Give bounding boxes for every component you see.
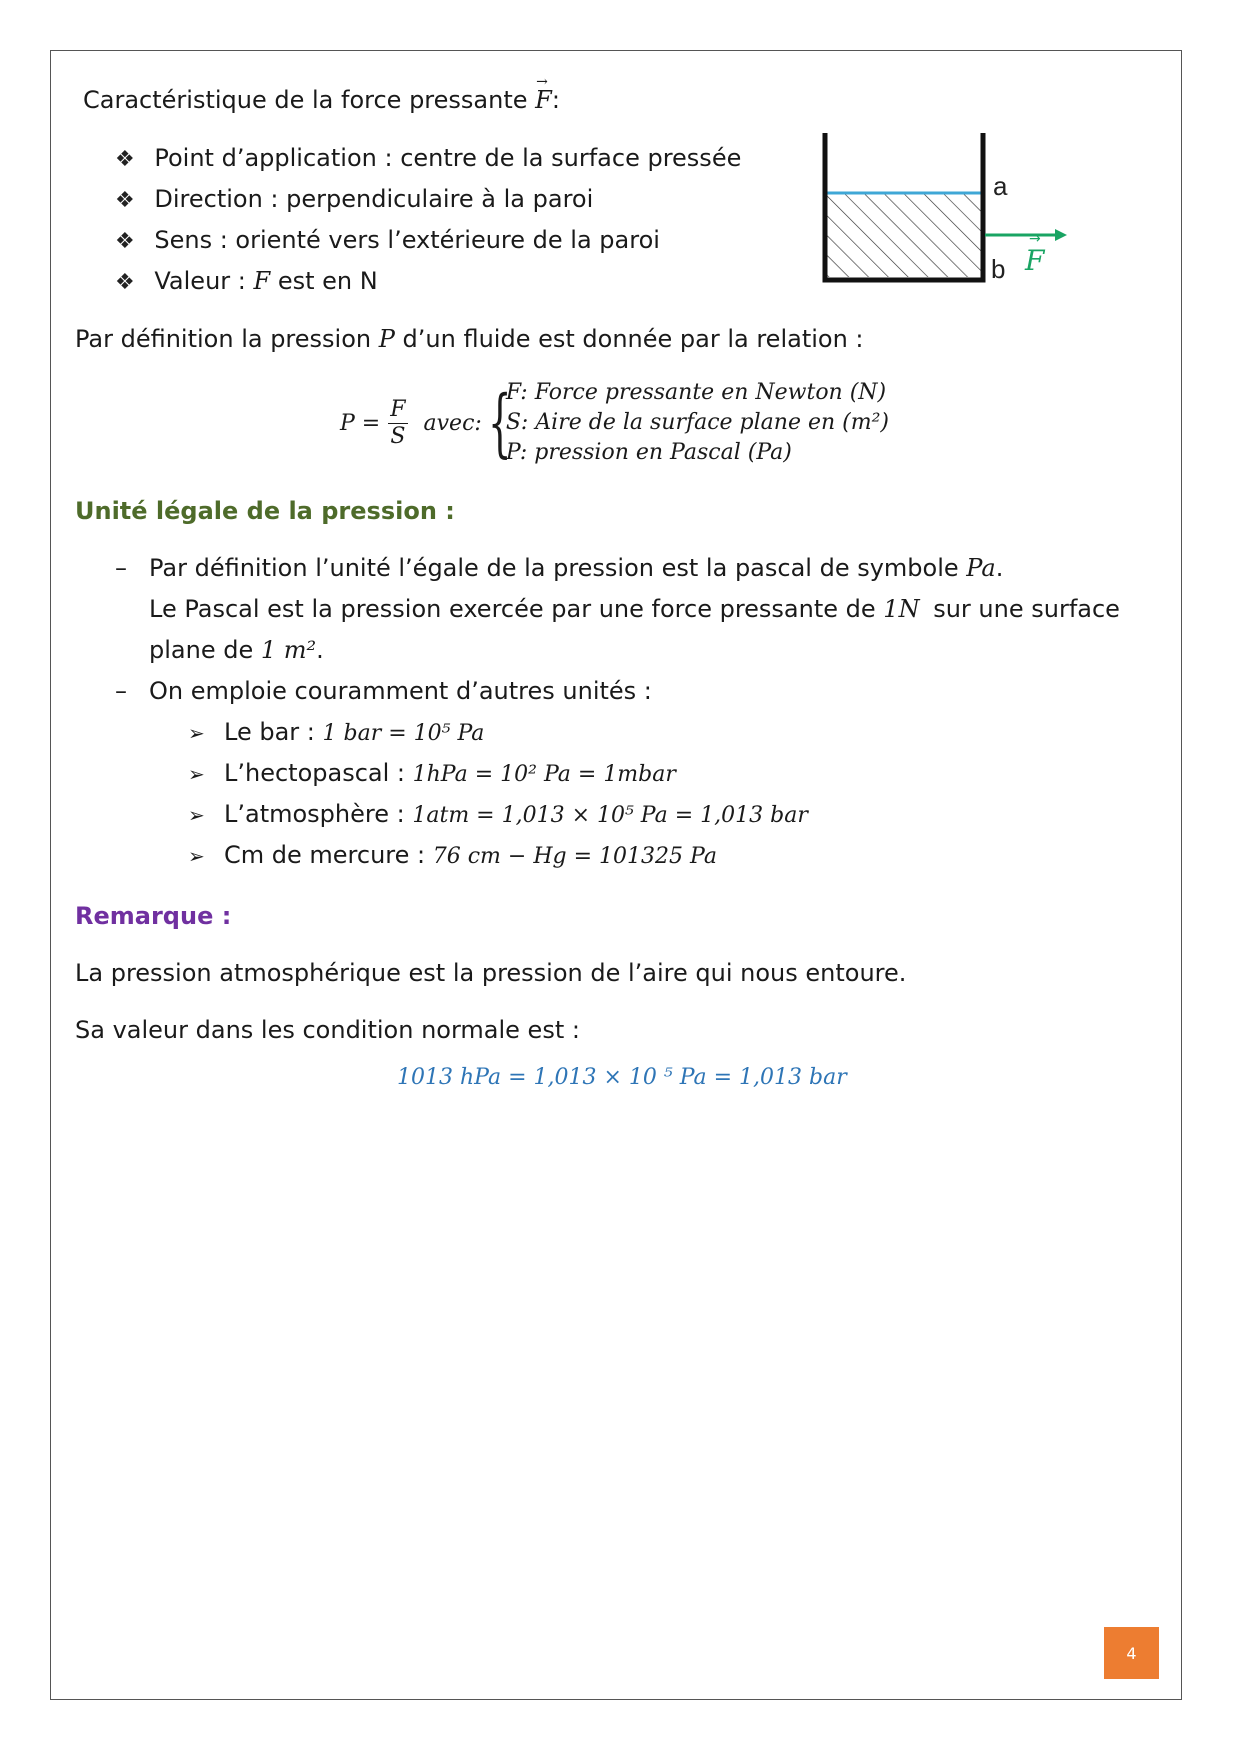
force-arrow-head-icon: [1055, 229, 1067, 241]
other-unit-item: [188, 718, 484, 746]
unit-item: [115, 554, 1003, 582]
characteristic-item: [115, 226, 660, 254]
formula-terms: [506, 378, 889, 468]
formula-term: F: Force pressante en Newton (N): [505, 380, 887, 405]
unit-text: sur une surface: [933, 595, 1120, 623]
remark-heading: Remarque :: [75, 902, 232, 930]
unit-text: Le Pascal est la pression exercée par une force pressante de: [149, 595, 876, 623]
liquid-hatch: [827, 193, 981, 277]
other-unit-name: Le bar :: [224, 718, 315, 746]
force-vector-letter: F: [535, 86, 552, 114]
force-vector-arrow-icon: →: [1029, 231, 1041, 247]
unit-text: .: [316, 636, 324, 664]
diamond-bullet-icon: ❖: [115, 270, 135, 295]
other-unit-name: L’atmosphère :: [224, 800, 405, 828]
unit-math: 1N: [883, 595, 920, 623]
characteristic-text: est en N: [277, 267, 378, 295]
characteristic-text: Sens : orienté vers l’extérieure de la paroi: [154, 226, 660, 254]
pressure-formula: [340, 378, 889, 468]
other-unit-item: [188, 759, 676, 787]
label-a: a: [993, 171, 1008, 201]
remark-text: Sa valeur dans les condition normale est :: [75, 1016, 580, 1044]
other-unit-name: L’hectopascal :: [224, 759, 405, 787]
formula-term: S: Aire de la surface plane en (m²): [505, 410, 889, 435]
arrow-bullet-icon: ➢: [188, 803, 205, 827]
characteristic-text: Point d’application : centre de la surface pressée: [154, 144, 742, 172]
characteristic-item: [115, 185, 593, 213]
dash-bullet-icon: –: [115, 554, 127, 582]
characteristic-item: [115, 144, 741, 172]
arrow-bullet-icon: ➢: [188, 721, 205, 745]
formula-lhs: P =: [340, 410, 381, 436]
other-unit-math: 1atm = 1,013 × 10⁵ Pa = 1,013 bar: [412, 803, 808, 828]
unit-text: Par définition l’unité l’égale de la pression est la pascal de symbole: [149, 554, 959, 582]
other-unit-math: 76 cm − Hg = 101325 Pa: [432, 844, 717, 869]
arrow-bullet-icon: ➢: [188, 762, 205, 786]
section-title: Caractéristique de la force pressante → F:: [83, 74, 560, 114]
unit-text: .: [995, 554, 1004, 582]
label-b: b: [991, 254, 1006, 284]
unit-math: Pa: [966, 554, 996, 582]
unit-math: 1 m²: [260, 636, 317, 664]
formula-denominator: S: [390, 423, 406, 449]
other-unit-math: 1hPa = 10² Pa = 1mbar: [412, 762, 676, 787]
characteristic-item: [115, 267, 378, 295]
force-label: F: [1025, 244, 1045, 277]
other-unit-name: Cm de mercure :: [224, 841, 426, 869]
characteristic-text: Direction : perpendiculaire à la paroi: [154, 185, 594, 213]
other-unit-item: [188, 800, 808, 828]
dash-bullet-icon: –: [115, 677, 127, 705]
formula-fraction: [388, 397, 407, 450]
diamond-bullet-icon: ❖: [115, 229, 135, 254]
page-border: [50, 50, 1182, 1700]
remark-text: La pression atmosphérique est la pression de l’aire qui nous entoure.: [75, 959, 907, 987]
unit-item-line: [149, 595, 1120, 623]
definition-line: [75, 325, 864, 353]
other-unit-math: 1 bar = 10⁵ Pa: [322, 721, 485, 746]
unit-text: On emploie couramment d’autres unités :: [149, 677, 652, 705]
formula-term: P: pression en Pascal (Pa): [505, 440, 792, 465]
page-number: 4: [1104, 1627, 1159, 1679]
unit-heading: Unité légale de la pression :: [75, 497, 455, 525]
normal-pressure-value: 1013 hPa = 1,013 × 10 ⁵ Pa = 1,013 bar: [397, 1065, 847, 1090]
unit-text: plane de: [149, 636, 254, 664]
container-figure: [815, 125, 1075, 285]
formula-avec: avec:: [423, 410, 482, 436]
force-vector: → F: [535, 74, 552, 114]
unit-item-line: [149, 636, 324, 664]
characteristic-text: Valeur :: [154, 267, 246, 295]
unit-item: [115, 677, 652, 705]
formula-numerator: F: [390, 396, 406, 422]
section-title-text: Caractéristique de la force pressante: [83, 86, 528, 114]
definition-text: Par définition la pression: [75, 325, 372, 353]
arrow-bullet-icon: ➢: [188, 844, 205, 868]
brace-icon: {: [487, 380, 512, 466]
other-unit-item: [188, 841, 717, 869]
diamond-bullet-icon: ❖: [115, 188, 135, 213]
definition-text: d’un fluide est donnée par la relation :: [402, 325, 864, 353]
characteristic-var: F: [253, 267, 271, 295]
definition-var: P: [378, 325, 395, 353]
diamond-bullet-icon: ❖: [115, 147, 135, 172]
